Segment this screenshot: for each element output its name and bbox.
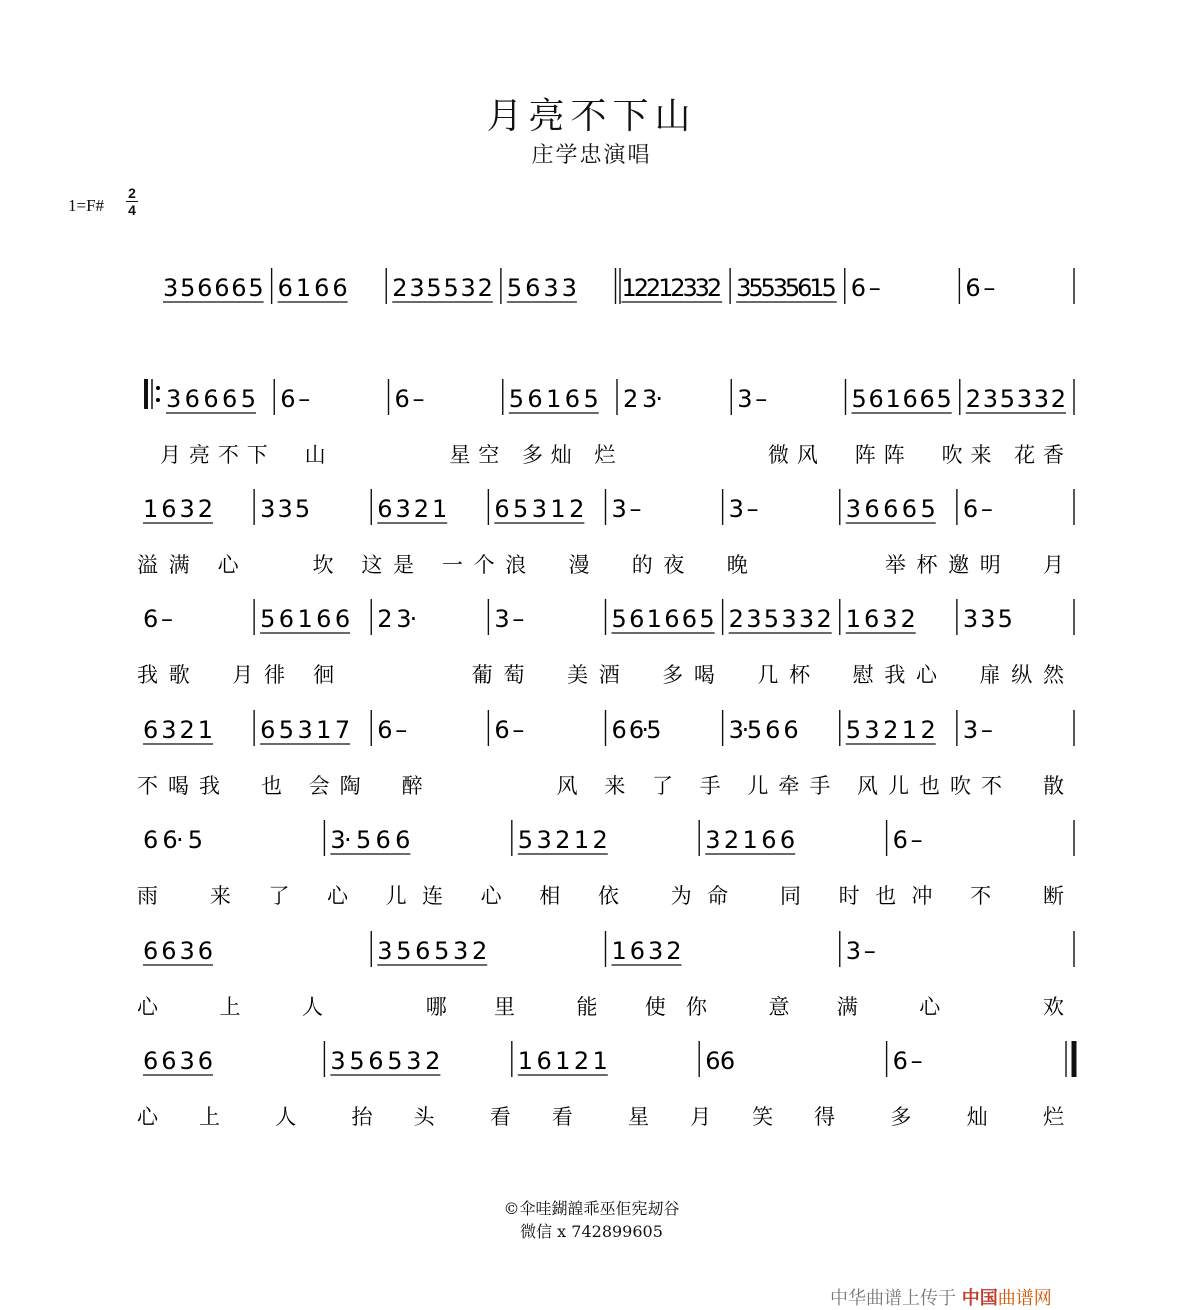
measure-notes: 3· 5 6 6 xyxy=(330,826,411,854)
lyrics-line: 月亮不下 山 星空 多灿 烂 微风 阵阵 吹来 花香 xyxy=(160,443,1064,467)
measure-notes: 1 6 1 2 1 xyxy=(517,1047,608,1075)
measure-notes: 2 3 5 3 3 2 xyxy=(728,605,832,633)
repeat-start-sign xyxy=(146,379,160,409)
measure-notes: 6 1 6 6 xyxy=(277,274,348,302)
score-row xyxy=(137,820,1074,908)
measure-notes: 1 6 3 2 xyxy=(143,495,213,523)
watermark-brand: 中国 xyxy=(961,1288,998,1309)
measure-notes: 6 6·5 xyxy=(611,716,662,744)
wechat-contact: 微信 x 742899605 xyxy=(520,1222,663,1241)
lyrics-line: 不喝我 也 会陶 醉 风 来 了 手 儿牵手 风儿也吹不 散 xyxy=(137,774,1064,798)
measure-notes: 5 6 1 6 6 5 xyxy=(851,385,952,413)
measure-notes: 6 3 2 1 xyxy=(143,716,213,744)
measure-notes: 5 3 2 1 2 xyxy=(517,826,608,854)
lyrics-line: 我歌 月徘 徊 葡萄 美酒 多喝 几杯 慰我心 扉纵然 xyxy=(137,663,1064,687)
watermark-text: 中华曲谱上传于 xyxy=(830,1288,956,1309)
measure-notes: 5 6 1 6 5 xyxy=(508,385,599,413)
measure-notes: 2 3 5 5 3 2 xyxy=(392,274,493,302)
score-row xyxy=(163,268,1074,304)
song-title: 月亮不下山 xyxy=(486,96,697,137)
score-row xyxy=(137,710,1074,798)
measure-notes: 6 6· 5 xyxy=(143,826,203,854)
measure-notes: 6 – xyxy=(892,826,923,854)
measure-notes: 3 5 6 5 3 2 xyxy=(330,1047,441,1075)
time-numerator: 2 xyxy=(128,185,136,201)
measure-notes: 3 – xyxy=(845,937,876,965)
singer-credit: 庄学忠演唱 xyxy=(531,143,652,168)
measure-notes: 3 5 6 6 6 5 xyxy=(163,274,264,302)
measure-notes: 3 – xyxy=(728,495,759,523)
measure-notes: 6 – xyxy=(494,716,525,744)
measure-notes: 3 – xyxy=(611,495,642,523)
score-row xyxy=(137,1041,1074,1129)
measure-notes: 1 6 3 2 xyxy=(611,937,682,965)
measure-notes: 6 – xyxy=(965,274,996,302)
site-watermark xyxy=(830,1284,1052,1310)
measure-notes: 5 6 1 6 6 5 xyxy=(611,605,715,633)
measure-notes: 6 – xyxy=(962,495,993,523)
measure-notes: 6 – xyxy=(892,1047,923,1075)
measure-notes: 3 6 6 6 5 xyxy=(166,385,256,413)
score-row xyxy=(137,599,1074,687)
measure-notes: 6 3 2 1 xyxy=(377,495,448,523)
measure-notes: 3 – xyxy=(737,385,768,413)
measure-notes: 3 2 1 6 6 xyxy=(705,826,796,854)
measure-notes: 3·5 6 6 xyxy=(728,716,799,744)
measure-notes: 3 – xyxy=(962,716,993,744)
key-signature: 1=F# xyxy=(68,196,105,215)
lyrics-line: 溢满 心 坎 这是 一个浪 漫 的夜 晚 举杯邀明 月 xyxy=(137,553,1065,577)
measure-notes: 2 3· xyxy=(623,385,663,413)
measure-notes: 5 3 2 1 2 xyxy=(845,716,936,744)
measure-notes: 5 6 3 3 xyxy=(506,274,577,302)
measure-notes: 6 – xyxy=(280,385,311,413)
measure-notes: 3 6 6 6 5 xyxy=(845,495,936,523)
measure-notes: 3 5 6 5 3 2 xyxy=(377,937,488,965)
measure-notes: 1 6 3 2 xyxy=(845,605,916,633)
copyright-line: ©伞哇鍸韹乖巫佢宪刼谷 xyxy=(503,1199,680,1218)
measure-notes: 6 – xyxy=(394,385,425,413)
score-row xyxy=(137,489,1074,577)
measure-notes: 3 5 5 3 5 6 1 5 xyxy=(736,274,837,302)
measure-notes: 3 3 5 xyxy=(962,605,1013,633)
measure-notes: 6 – xyxy=(850,274,881,302)
measure-notes: 6 6 3 6 xyxy=(143,1047,213,1075)
measure-notes: 2 3 5 3 3 2 xyxy=(965,385,1066,413)
score-row xyxy=(146,379,1074,467)
lyrics-line: 心 上 人 哪 里 能 使你 意 满 心 欢 xyxy=(137,995,1064,1019)
measure-notes: 1 2 2 1 2 3 3 2 xyxy=(621,274,723,302)
measure-notes: 6 6 3 6 xyxy=(143,937,213,965)
watermark-brand-2: 曲谱网 xyxy=(997,1288,1052,1309)
measure-notes: 6 5 3 1 7 xyxy=(260,716,351,744)
measure-notes: 6 5 3 1 2 xyxy=(494,495,585,523)
measure-notes: 6 6 xyxy=(705,1047,736,1075)
lyrics-line: 雨 来 了 心 儿连 心 相 依 为命 同 时也冲 不 断 xyxy=(137,884,1065,908)
measure-notes: 3 3 5 xyxy=(260,495,311,523)
time-denominator: 4 xyxy=(128,202,136,218)
measure-notes: 6 – xyxy=(377,716,408,744)
score-row xyxy=(137,931,1074,1019)
measure-notes: 2 3· xyxy=(377,605,418,633)
lyrics-line: 心 上 人 抬 头 看 看 星 月 笑 得 多 灿 烂 xyxy=(137,1105,1064,1129)
measure-notes: 6 – xyxy=(143,605,173,633)
measure-notes: 3 – xyxy=(494,605,525,633)
measure-notes: 5 6 1 6 6 xyxy=(260,605,351,633)
